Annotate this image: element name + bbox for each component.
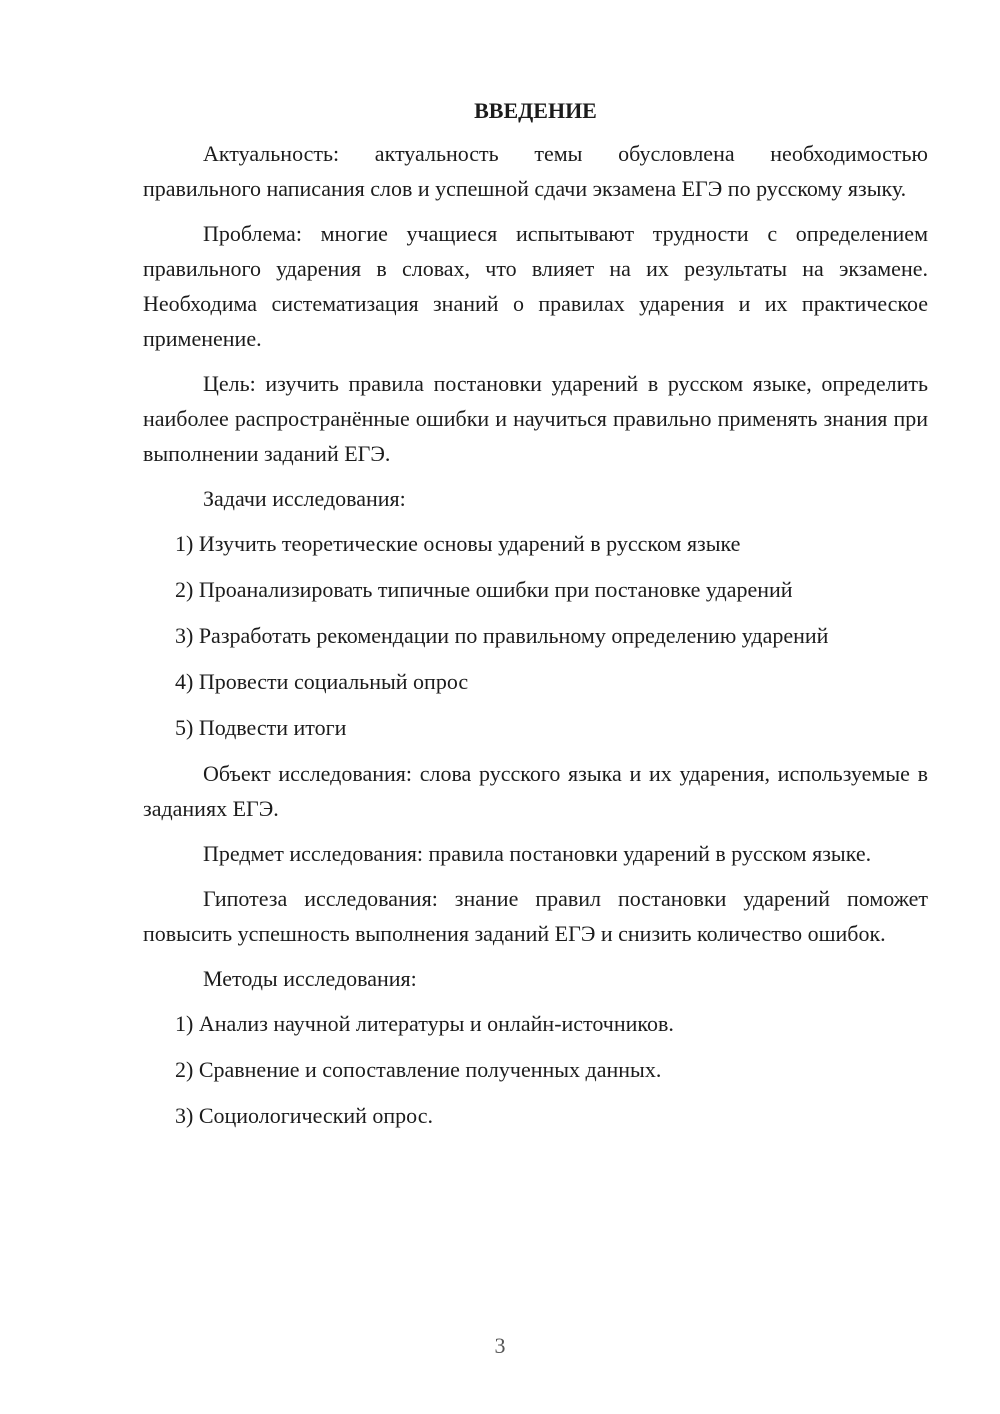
tasks-heading: Задачи исследования: [203, 486, 406, 511]
task-item: 1) Изучить теоретические основы ударений в русском языке [175, 531, 741, 556]
goal-paragraph: Цель: изучить правила постановки ударений в русском языке, определить наиболее распространённые ошибки и научиться правильно применять знания при выполнении заданий ЕГЭ. [143, 371, 928, 466]
object-paragraph: Объект исследования: слова русского языка и их ударения, используемые в заданиях ЕГЭ. [143, 761, 928, 821]
method-item: 3) Социологический опрос. [175, 1103, 433, 1128]
method-item: 1) Анализ научной литературы и онлайн-источников. [175, 1011, 674, 1036]
hypothesis-paragraph: Гипотеза исследования: знание правил постановки ударений поможет повысить успешность выполнения заданий ЕГЭ и снизить количество ошибок. [143, 886, 928, 946]
problem-paragraph: Проблема: многие учащиеся испытывают трудности с определением правильного ударения в словах, что влияет на их результаты на экзамене. Необходима систематизация знаний о правилах ударения и их практическое применение. [143, 221, 928, 351]
page-number: 3 [494, 1333, 506, 1358]
task-item: 4) Провести социальный опрос [175, 669, 469, 694]
task-item: 3) Разработать рекомендации по правильному определению ударений [175, 623, 829, 648]
methods-list [143, 1006, 928, 1133]
page-title: ВВЕДЕНИЕ [474, 98, 597, 123]
relevance-paragraph: Актуальность: актуальность темы обусловлена необходимостью правильного написания слов и успешной сдачи экзамена ЕГЭ по русскому языку. [143, 141, 928, 201]
methods-heading: Методы исследования: [203, 966, 417, 991]
tasks-list [143, 526, 928, 745]
document-page [143, 93, 928, 1144]
task-item: 5) Подвести итоги [175, 715, 347, 740]
task-item: 2) Проанализировать типичные ошибки при постановке ударений [175, 577, 793, 602]
subject-paragraph: Предмет исследования: правила постановки ударений в русском языке. [203, 841, 872, 866]
method-item: 2) Сравнение и сопоставление полученных данных. [175, 1057, 662, 1082]
